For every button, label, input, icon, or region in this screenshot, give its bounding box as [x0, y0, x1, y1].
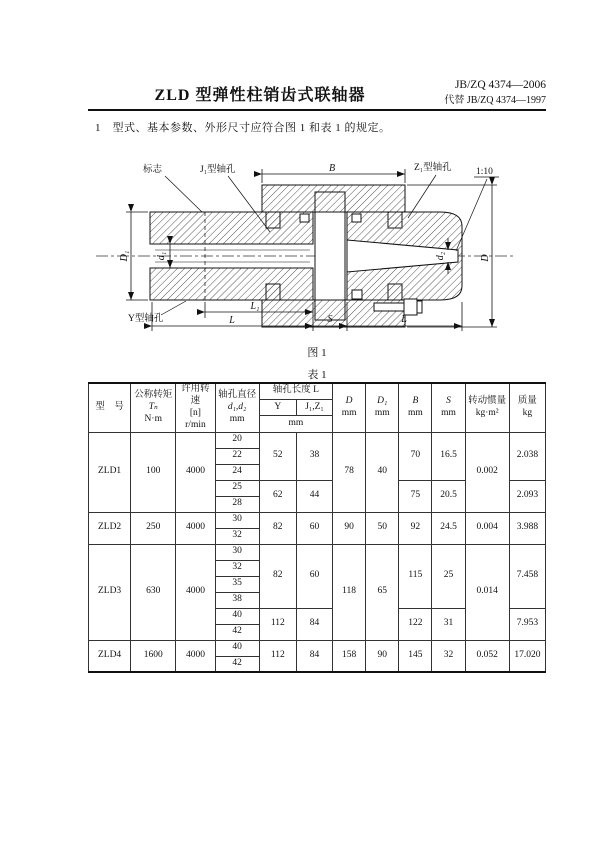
table-cell: 82 [259, 512, 296, 544]
table-cell: 0.002 [465, 432, 509, 512]
table-cell: 115 [399, 544, 432, 608]
table-cell: 75 [399, 480, 432, 512]
table-cell: 112 [259, 608, 296, 640]
table-cell: 60 [296, 544, 332, 608]
table-row [89, 432, 546, 448]
table-cell: 16.5 [432, 432, 465, 480]
table-cell: 22 [215, 448, 259, 464]
torque-symbol: Tₙ [148, 401, 158, 412]
table-cell: 4000 [176, 432, 215, 512]
table-cell: ZLD4 [89, 640, 131, 672]
col-header-mass [509, 383, 545, 432]
dim-label-d1: d₁ [156, 251, 167, 261]
table-cell: 20.5 [432, 480, 465, 512]
spec-table [88, 382, 546, 673]
col-header-B [399, 383, 432, 432]
table-cell: 4000 [176, 640, 215, 672]
table-cell: 50 [366, 512, 399, 544]
table-cell: 0.052 [465, 640, 509, 672]
standard-number: JB/ZQ 4374—2006 [454, 79, 546, 91]
table-cell: 1600 [131, 640, 176, 672]
table-cell: 630 [131, 544, 176, 640]
label-mark: 标志 [143, 165, 163, 175]
table-cell: ZLD2 [89, 512, 131, 544]
col-header-model: 型 号 [89, 383, 131, 432]
table-cell: 28 [215, 496, 259, 512]
S-symbol: S [446, 395, 451, 406]
table-cell: 4000 [176, 544, 215, 640]
col-header-D [333, 383, 366, 432]
table-cell: 0.014 [465, 544, 509, 640]
table-cell: 44 [296, 480, 332, 512]
table-cell: 40 [215, 608, 259, 624]
B-unit: mm [407, 407, 423, 418]
table-cell: 70 [399, 432, 432, 480]
table-cell: 42 [215, 656, 259, 672]
table-cell: ZLD3 [89, 544, 131, 640]
col-header-bore-length-Y: Y [259, 399, 296, 415]
dim-label-D1: D₁ [119, 250, 130, 262]
table-cell: 17.020 [509, 640, 545, 672]
dim-label-S: S [327, 314, 333, 325]
col-header-inertia [465, 383, 509, 432]
bore-dia-unit: mm [229, 413, 245, 424]
dim-label-L-left: L [229, 315, 235, 326]
table-cell: 7.458 [509, 544, 545, 608]
mass-unit: kg [522, 407, 533, 418]
spec-table-body [89, 432, 546, 672]
table-cell: 20 [215, 432, 259, 448]
spec-table-head [89, 383, 546, 432]
col-header-bore-length-JZ: J₁,Z₁ [296, 399, 332, 415]
table-cell: 82 [259, 544, 296, 608]
center-flange [315, 192, 345, 320]
dim-label-D: D [480, 254, 491, 262]
col-header-bore-dia [215, 383, 259, 432]
page-title: ZLD 型弹性柱销齿式联轴器 [154, 87, 366, 104]
table-cell: 4000 [176, 512, 215, 544]
inertia-title: 转动惯量 [468, 395, 507, 406]
table-cell: 84 [296, 608, 332, 640]
table-cell: 145 [399, 640, 432, 672]
D-symbol: D [345, 395, 353, 406]
table-caption: 表 1 [307, 369, 327, 381]
table-row [89, 544, 546, 560]
table-cell: 25 [215, 480, 259, 496]
col-header-D1 [366, 383, 399, 432]
figure-caption: 图 1 [307, 347, 327, 359]
standard-replaces: 代替 JB/ZQ 4374—1997 [444, 94, 546, 106]
dim-label-B: B [328, 163, 336, 174]
table-cell: 2.038 [509, 432, 545, 480]
clause-1-text: 1 型式、基本参数、外形尺寸应符合图 1 和表 1 的规定。 [95, 122, 391, 134]
speed-symbol: [n] [189, 407, 201, 418]
table-cell: 84 [296, 640, 332, 672]
figure-1-svg [88, 148, 533, 362]
col-header-S [432, 383, 465, 432]
table-cell: 30 [215, 544, 259, 560]
bore-dia-symbol: d₁,d₂ [227, 401, 247, 412]
S-unit: mm [441, 407, 456, 418]
table-cell: 90 [333, 512, 366, 544]
bore-dia-title: 轴孔直径 [218, 389, 257, 400]
standard-number-block [360, 78, 546, 107]
table-cell: 90 [366, 640, 399, 672]
table-cell: 65 [366, 544, 399, 640]
table-cell: 122 [399, 608, 432, 640]
table-cell: 35 [215, 576, 259, 592]
table-cell: 60 [296, 512, 332, 544]
speed-title: 许用转速 [181, 384, 210, 406]
table-cell: 62 [259, 480, 296, 512]
table-cell: 24.5 [432, 512, 465, 544]
inertia-unit: kg·m² [475, 407, 499, 418]
table-cell: 38 [296, 432, 332, 480]
table-cell: 40 [366, 432, 399, 512]
col-header-bore-length: 轴孔长度 L [259, 383, 332, 399]
label-z1-bore: Z₁型轴孔 [414, 163, 452, 173]
table-row [89, 640, 546, 656]
label-taper: 1:10 [476, 167, 493, 177]
table-cell: 158 [333, 640, 366, 672]
torque-title: 公称转矩 [134, 389, 173, 400]
table-cell: 3.988 [509, 512, 545, 544]
table-row [89, 512, 546, 528]
D1-symbol: D₁ [377, 395, 388, 406]
table-cell: 40 [215, 640, 259, 656]
label-y-bore: Y型轴孔 [128, 314, 164, 324]
col-header-speed [176, 383, 215, 432]
table-cell: 31 [432, 608, 465, 640]
speed-unit: r/min [185, 419, 206, 430]
dim-label-L1: L₁ [250, 301, 260, 312]
B-symbol: B [412, 395, 419, 406]
label-j1-bore: J₁型轴孔 [200, 165, 236, 175]
table-cell: 32 [215, 560, 259, 576]
table-cell: 42 [215, 624, 259, 640]
coupling-section-drawing [88, 148, 533, 362]
dim-label-L-right: L [401, 314, 407, 325]
col-header-bore-length-unit: mm [259, 416, 332, 432]
table-cell: 0.004 [465, 512, 509, 544]
table-cell: 38 [215, 592, 259, 608]
table-cell: 250 [131, 512, 176, 544]
header-rule [88, 109, 546, 111]
dim-label-d2: d₂ [435, 251, 446, 261]
table-cell: 32 [432, 640, 465, 672]
table-cell: 32 [215, 528, 259, 544]
table-cell: 112 [259, 640, 296, 672]
table-cell: 2.093 [509, 480, 545, 512]
D-unit: mm [341, 407, 357, 418]
table-cell: 24 [215, 464, 259, 480]
table-cell: 78 [333, 432, 366, 512]
table-cell: 30 [215, 512, 259, 528]
table-cell: 25 [432, 544, 465, 608]
table-cell: 92 [399, 512, 432, 544]
table-cell: 118 [333, 544, 366, 640]
table-cell: 52 [259, 432, 296, 480]
mass-title: 质量 [517, 395, 537, 406]
table-cell: 100 [131, 432, 176, 512]
table-cell: 7.953 [509, 608, 545, 640]
col-header-torque [131, 383, 176, 432]
table-cell: ZLD1 [89, 432, 131, 512]
D1-unit: mm [374, 407, 390, 418]
torque-unit: N·m [144, 413, 162, 424]
